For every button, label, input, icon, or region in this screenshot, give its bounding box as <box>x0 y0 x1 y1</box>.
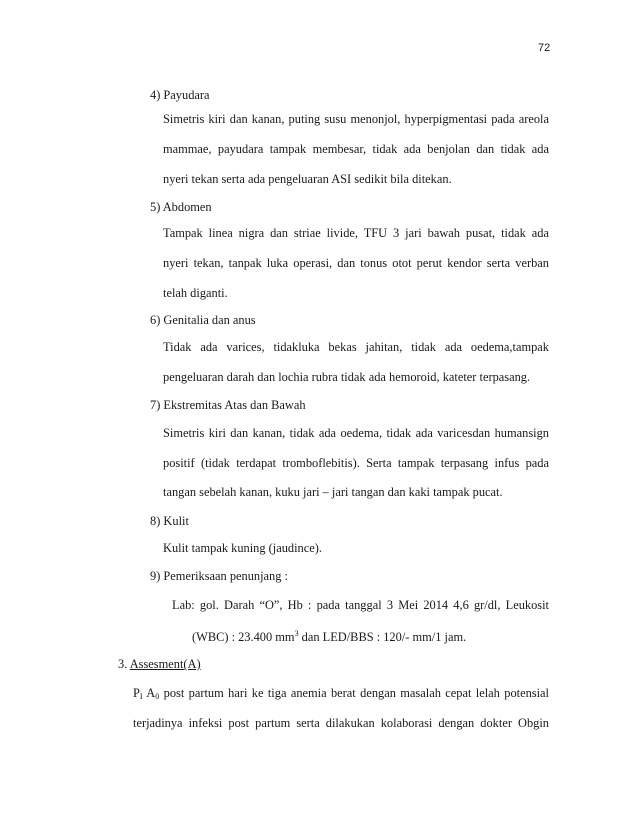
item-8-label: 8) Kulit <box>150 514 189 528</box>
assessment-line-2: terjadinya infeksi post partum serta dilakukan kolaborasi dengan dokter Obgin <box>133 716 549 730</box>
item-7-line-3: tangan sebelah kanan, kuku jari – jari tangan dan kaki tampak pucat. <box>163 485 503 499</box>
item-4-line-3: nyeri tekan serta ada pengeluaran ASI sedikit bila ditekan. <box>163 172 452 186</box>
item-7-line-2: positif (tidak terdapat tromboflebitis). Serta tampak terpasang infus pada <box>163 456 549 470</box>
item-9-line-1: Lab: gol. Darah “O”, Hb : pada tanggal 3 Mei 2014 4,6 gr/dl, Leukosit <box>172 598 549 612</box>
assessment-p: P <box>133 686 140 700</box>
item-5-line-3: telah diganti. <box>163 286 228 300</box>
assessment-line-1-rest: post partum hari ke tiga anemia berat dengan masalah cepat lelah potensial <box>159 686 549 700</box>
item-4-label: 4) Payudara <box>150 88 210 102</box>
item-9-label: 9) Pemeriksaan penunjang : <box>150 569 288 583</box>
section-3-heading <box>118 657 201 672</box>
assessment-a: A <box>142 686 156 700</box>
lab-line-2-sup: 3 <box>294 629 299 638</box>
lab-line-2 <box>192 626 466 645</box>
item-5-line-1: Tampak linea nigra dan striae livide, TFU 3 jari bawah pusat, tidak ada <box>163 226 549 240</box>
item-5-label: 5) Abdomen <box>150 200 212 214</box>
item-4-line-2: mammae, payudara tampak membesar, tidak ada benjolan dan tidak ada <box>163 142 549 156</box>
assessment-p-sub: I <box>139 692 143 701</box>
lab-line-2-pre: (WBC) : 23.400 mm <box>192 630 295 644</box>
assessment-line-1 <box>133 686 549 704</box>
item-6-line-1: Tidak ada varices, tidakluka bekas jahitan, tidak ada oedema,tampak <box>163 340 549 354</box>
item-8-line-1: Kulit tampak kuning (jaudince). <box>163 541 322 555</box>
section-3-title: Assesment(A) <box>129 657 201 671</box>
item-6-label: 6) Genitalia dan anus <box>150 313 256 327</box>
item-4-line-1: Simetris kiri dan kanan, puting susu menonjol, hyperpigmentasi pada areola <box>163 112 549 126</box>
item-7-label: 7) Ekstremitas Atas dan Bawah <box>150 398 306 412</box>
item-6-line-2: pengeluaran darah dan lochia rubra tidak ada hemoroid, kateter terpasang. <box>163 370 531 384</box>
item-5-line-2: nyeri tekan, tanpak luka operasi, dan tonus otot perut kendor serta verban <box>163 256 549 270</box>
lab-line-2-post: dan LED/BBS : 120/- mm/1 jam. <box>298 630 467 644</box>
item-7-line-1: Simetris kiri dan kanan, tidak ada oedema, tidak ada varicesdan humansign <box>163 426 549 440</box>
page-number: 72 <box>538 42 551 54</box>
assessment-a-sub: 0 <box>155 692 160 701</box>
section-3-number: 3. <box>118 657 128 671</box>
